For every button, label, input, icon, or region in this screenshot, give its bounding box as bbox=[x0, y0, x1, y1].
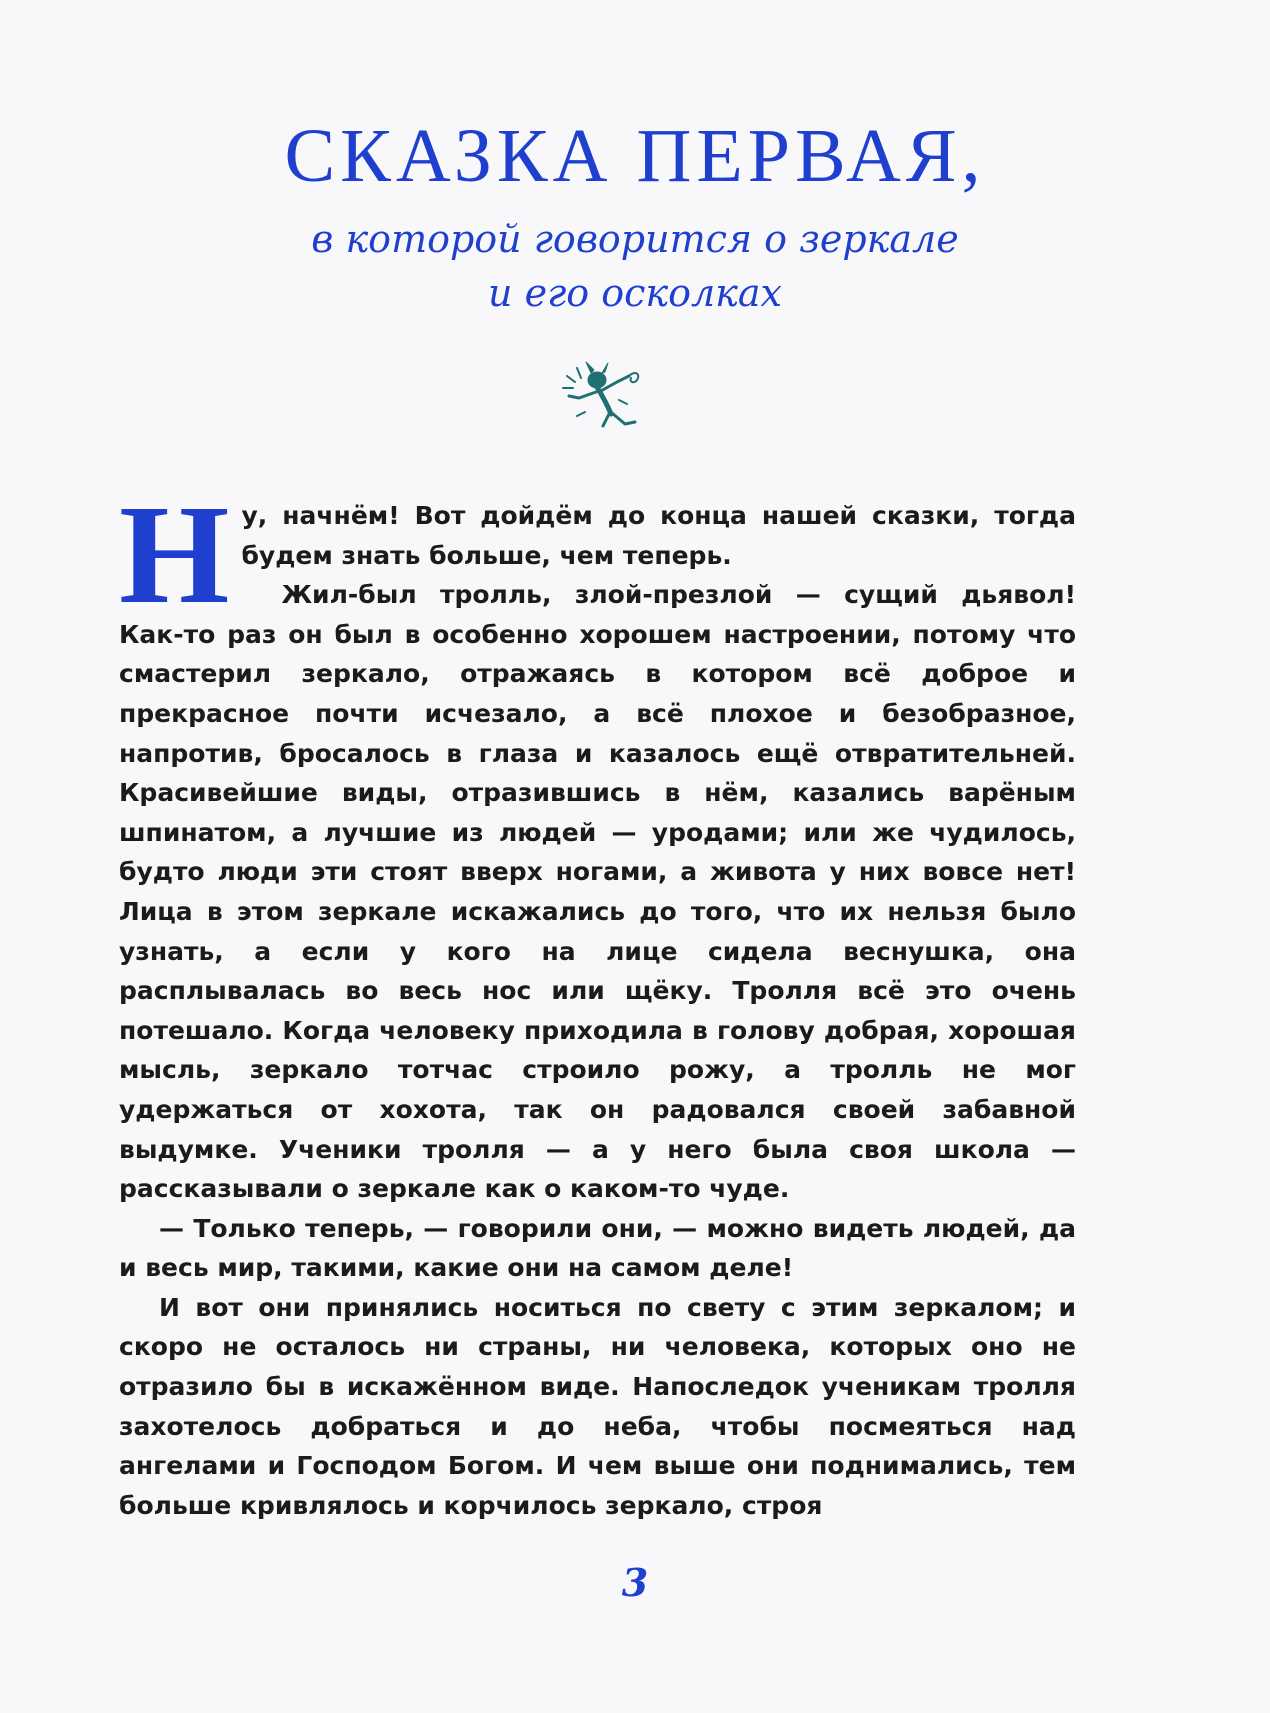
troll-figure-icon bbox=[555, 352, 645, 432]
chapter-subtitle-line-1: в которой говорится о зеркале bbox=[311, 217, 959, 261]
paragraph-4: И вот они принялись носиться по свету с этим зеркалом; и скоро не осталось ни страны, ни человека, которых оно не отразило бы в искажённом виде. Напоследок ученикам тролля захотелось добраться и до неба, чтобы посмеяться над ангелами и Господом Богом. И чем выше они поднимались, тем больше кривлялось и корчилось зеркало, строя bbox=[119, 1292, 1076, 1520]
paragraph-2: Жил-был тролль, злой-презлой — сущий дьявол! Как-то раз он был в особенно хорошем настроении, потому что смастерил зеркало, отражаясь в котором всё доброе и прекрасное почти исчезало, а всё плохое и безобразное, напротив, бросалось в глаза и казалось ещё отвратительней. Красивейшие виды, отразившись в нём, казались варёным шпинатом, а лучшие из людей — уродами; или же чудилось, будто люди эти стоят вверх ногами, а живота у них вовсе нет! Лица в этом зеркале искажались до того, что их нельзя было узнать, а если у кого на лице сидела веснушка, она расплывалась во весь нос или щёку. Тролля всё это очень потешало. Когда человеку приходила в голову добрая, хорошая мысль, зеркало тотчас строило рожу, а тролль не мог удержаться от хохота, так он радовался своей забавной выдумке. Ученики тролля — а у него была своя школа — рассказывали о зеркале как о каком-то чуде. bbox=[119, 580, 1076, 1204]
chapter-subtitle-line-2: и его осколках bbox=[488, 271, 782, 315]
paragraph-1 bbox=[119, 475, 1076, 633]
chapter-title: СКАЗКА ПЕРВАЯ, bbox=[284, 114, 986, 198]
chapter-subtitle bbox=[0, 212, 1270, 320]
paragraph-1-text: у, начнём! Вот дойдём до конца нашей сказки, тогда будем знать больше, чем теперь. bbox=[241, 501, 1076, 570]
drop-cap: Н bbox=[119, 475, 230, 633]
page-number: 3 bbox=[621, 1560, 649, 1605]
paragraph-3: — Только теперь, — говорили они, — можно видеть людей, да и весь мир, такими, какие они на самом деле! bbox=[119, 1213, 1076, 1283]
story-text bbox=[119, 475, 1076, 1525]
